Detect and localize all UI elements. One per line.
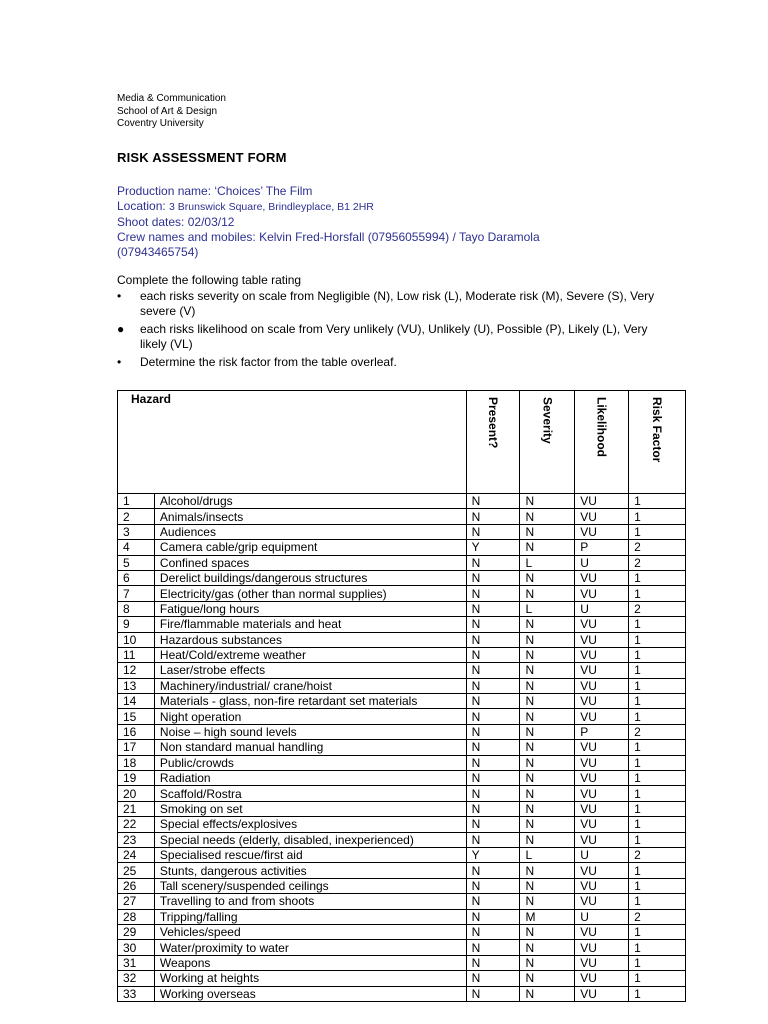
severity-cell: N [520, 986, 575, 1001]
risk-factor-cell: 1 [629, 863, 686, 878]
likelihood-cell: VU [575, 863, 629, 878]
instructions-intro: Complete the following table rating [117, 273, 302, 287]
likelihood-cell: P [575, 540, 629, 555]
present-cell: N [466, 601, 520, 616]
row-number-cell: 27 [118, 894, 155, 909]
risk-factor-cell: 1 [629, 494, 686, 509]
table-row [118, 986, 686, 1001]
risk-factor-column-header [629, 391, 686, 494]
present-cell: N [466, 663, 520, 678]
hazard-cell: Smoking on set [154, 801, 466, 816]
shoot-dates-label: Shoot dates: [117, 215, 188, 229]
table-row [118, 570, 686, 585]
severity-cell: N [520, 894, 575, 909]
row-number-cell: 8 [118, 601, 155, 616]
severity-cell: N [520, 771, 575, 786]
row-number-cell: 20 [118, 786, 155, 801]
likelihood-cell: U [575, 909, 629, 924]
production-name-label: Production name: [117, 184, 215, 198]
severity-cell: N [520, 494, 575, 509]
present-cell: N [466, 832, 520, 847]
likelihood-cell: VU [575, 632, 629, 647]
risk-factor-cell: 2 [629, 601, 686, 616]
present-cell: Y [466, 847, 520, 862]
severity-header-label: Severity [540, 397, 555, 444]
bullet-icon: • [117, 289, 122, 303]
hazard-cell: Electricity/gas (other than normal supplies) [154, 586, 466, 601]
row-number-cell: 33 [118, 986, 155, 1001]
present-cell: N [466, 709, 520, 724]
table-row [118, 801, 686, 816]
present-cell: N [466, 524, 520, 539]
production-details [117, 184, 677, 260]
row-number-cell: 13 [118, 678, 155, 693]
table-row [118, 524, 686, 539]
table-row [118, 555, 686, 570]
hazard-cell: Heat/Cold/extreme weather [154, 647, 466, 662]
row-number-cell: 10 [118, 632, 155, 647]
crew-line-continued [117, 245, 677, 260]
hazard-cell: Scaffold/Rostra [154, 786, 466, 801]
hazard-cell: Tripping/falling [154, 909, 466, 924]
hazard-cell: Camera cable/grip equipment [154, 540, 466, 555]
risk-factor-cell: 1 [629, 755, 686, 770]
row-number-cell: 30 [118, 940, 155, 955]
table-row [118, 771, 686, 786]
hazard-cell: Alcohol/drugs [154, 494, 466, 509]
hazard-column-header: Hazard [118, 391, 467, 494]
hazard-cell: Weapons [154, 955, 466, 970]
present-cell: N [466, 786, 520, 801]
likelihood-cell: P [575, 724, 629, 739]
present-cell: N [466, 924, 520, 939]
severity-cell: N [520, 940, 575, 955]
table-row [118, 863, 686, 878]
department-name: Media & Communication [117, 93, 226, 104]
risk-factor-cell: 2 [629, 909, 686, 924]
likelihood-cell: VU [575, 586, 629, 601]
severity-cell: N [520, 755, 575, 770]
hazard-cell: Non standard manual handling [154, 740, 466, 755]
row-number-cell: 9 [118, 617, 155, 632]
production-name-value: ‘Choices’ The Film [214, 184, 313, 198]
risk-factor-cell: 1 [629, 986, 686, 1001]
crew-line [117, 230, 677, 245]
row-number-cell: 2 [118, 509, 155, 524]
likelihood-cell: VU [575, 524, 629, 539]
row-number-cell: 3 [118, 524, 155, 539]
risk-factor-cell: 2 [629, 555, 686, 570]
instruction-item-severity [117, 289, 657, 319]
risk-factor-cell: 1 [629, 786, 686, 801]
hazard-cell: Stunts, dangerous activities [154, 863, 466, 878]
table-row [118, 586, 686, 601]
likelihood-cell: U [575, 847, 629, 862]
risk-factor-cell: 1 [629, 940, 686, 955]
instruction-text: each risks likelihood on scale from Very unlikely (VU), Unlikely (U), Possible (P), Likely (L), Very likely (VL) [140, 322, 648, 351]
hazard-cell: Laser/strobe effects [154, 663, 466, 678]
present-cell: N [466, 863, 520, 878]
table-row [118, 494, 686, 509]
risk-factor-cell: 2 [629, 540, 686, 555]
hazard-cell: Public/crowds [154, 755, 466, 770]
hazard-cell: Fire/flammable materials and heat [154, 617, 466, 632]
present-cell: N [466, 632, 520, 647]
instruction-list [117, 289, 657, 370]
row-number-cell: 6 [118, 570, 155, 585]
shoot-dates-value: 02/03/12 [187, 215, 235, 229]
risk-factor-cell: 1 [629, 570, 686, 585]
likelihood-cell: VU [575, 694, 629, 709]
hazard-cell: Tall scenery/suspended ceilings [154, 878, 466, 893]
severity-cell: N [520, 509, 575, 524]
severity-cell: N [520, 632, 575, 647]
severity-cell: M [520, 909, 575, 924]
severity-column-header [520, 391, 575, 494]
row-number-cell: 4 [118, 540, 155, 555]
form-title: RISK ASSESSMENT FORM [117, 150, 287, 165]
instruction-item-likelihood [117, 322, 657, 352]
likelihood-cell: VU [575, 570, 629, 585]
table-row [118, 678, 686, 693]
present-cell: Y [466, 540, 520, 555]
risk-factor-cell: 1 [629, 924, 686, 939]
present-cell: N [466, 940, 520, 955]
severity-cell: N [520, 524, 575, 539]
risk-factor-cell: 1 [629, 709, 686, 724]
hazard-cell: Vehicles/speed [154, 924, 466, 939]
likelihood-cell: VU [575, 663, 629, 678]
present-cell: N [466, 694, 520, 709]
risk-factor-cell: 1 [629, 971, 686, 986]
risk-factor-cell: 1 [629, 955, 686, 970]
likelihood-cell: VU [575, 971, 629, 986]
hazard-cell: Travelling to and from shoots [154, 894, 466, 909]
table-row [118, 940, 686, 955]
severity-cell: N [520, 801, 575, 816]
likelihood-cell: VU [575, 617, 629, 632]
hazard-cell: Radiation [154, 771, 466, 786]
risk-assessment-table [117, 390, 686, 1002]
row-number-cell: 11 [118, 647, 155, 662]
hazard-cell: Water/proximity to water [154, 940, 466, 955]
row-number-cell: 23 [118, 832, 155, 847]
likelihood-cell: VU [575, 678, 629, 693]
table-row [118, 971, 686, 986]
row-number-cell: 24 [118, 847, 155, 862]
severity-cell: N [520, 832, 575, 847]
risk-factor-cell: 1 [629, 663, 686, 678]
hazard-cell: Machinery/industrial/ crane/hoist [154, 678, 466, 693]
row-number-cell: 32 [118, 971, 155, 986]
row-number-cell: 22 [118, 817, 155, 832]
hazard-cell: Special effects/explosives [154, 817, 466, 832]
present-cell: N [466, 986, 520, 1001]
hazard-cell: Confined spaces [154, 555, 466, 570]
risk-factor-cell: 1 [629, 801, 686, 816]
table-row [118, 755, 686, 770]
present-cell: N [466, 740, 520, 755]
crew-label: Crew names and mobiles: [117, 230, 260, 244]
risk-factor-cell: 1 [629, 647, 686, 662]
likelihood-cell: VU [575, 755, 629, 770]
shoot-dates-line [117, 215, 677, 230]
severity-cell: N [520, 617, 575, 632]
present-cell: N [466, 771, 520, 786]
row-number-cell: 19 [118, 771, 155, 786]
table-row [118, 909, 686, 924]
likelihood-cell: VU [575, 771, 629, 786]
risk-factor-cell: 2 [629, 724, 686, 739]
risk-table-body [118, 494, 686, 1002]
table-row [118, 955, 686, 970]
present-cell: N [466, 801, 520, 816]
likelihood-cell: VU [575, 647, 629, 662]
likelihood-cell: VU [575, 955, 629, 970]
table-row [118, 647, 686, 662]
table-row [118, 817, 686, 832]
likelihood-cell: VU [575, 832, 629, 847]
likelihood-cell: VU [575, 494, 629, 509]
likelihood-cell: U [575, 555, 629, 570]
row-number-cell: 5 [118, 555, 155, 570]
table-row [118, 894, 686, 909]
hazard-cell: Hazardous substances [154, 632, 466, 647]
present-cell: N [466, 555, 520, 570]
bullet-icon: • [117, 355, 122, 369]
severity-cell: N [520, 724, 575, 739]
severity-cell: N [520, 678, 575, 693]
present-cell: N [466, 955, 520, 970]
table-row [118, 847, 686, 862]
table-row [118, 709, 686, 724]
row-number-cell: 14 [118, 694, 155, 709]
likelihood-cell: VU [575, 709, 629, 724]
instruction-text: Determine the risk factor from the table overleaf. [140, 355, 397, 369]
table-row [118, 786, 686, 801]
hazard-cell: Working at heights [154, 971, 466, 986]
likelihood-cell: VU [575, 940, 629, 955]
row-number-cell: 26 [118, 878, 155, 893]
severity-cell: N [520, 817, 575, 832]
instructions [117, 273, 657, 373]
present-cell: N [466, 570, 520, 585]
table-row [118, 632, 686, 647]
likelihood-cell: U [575, 601, 629, 616]
risk-factor-cell: 1 [629, 524, 686, 539]
risk-factor-cell: 1 [629, 678, 686, 693]
risk-factor-cell: 1 [629, 832, 686, 847]
severity-cell: N [520, 924, 575, 939]
hazard-cell: Specialised rescue/first aid [154, 847, 466, 862]
hazard-cell: Working overseas [154, 986, 466, 1001]
hazard-cell: Audiences [154, 524, 466, 539]
severity-cell: N [520, 694, 575, 709]
university-name: Coventry University [117, 118, 204, 129]
likelihood-cell: VU [575, 740, 629, 755]
table-row [118, 663, 686, 678]
risk-factor-header-label: Risk Factor [650, 397, 665, 463]
table-header-row [118, 391, 686, 494]
risk-factor-cell: 1 [629, 817, 686, 832]
risk-factor-cell: 1 [629, 894, 686, 909]
hazard-cell: Materials - glass, non-fire retardant set materials [154, 694, 466, 709]
severity-cell: N [520, 709, 575, 724]
severity-cell: N [520, 786, 575, 801]
hazard-cell: Special needs (elderly, disabled, inexperienced) [154, 832, 466, 847]
present-cell: N [466, 647, 520, 662]
row-number-cell: 18 [118, 755, 155, 770]
table-row [118, 617, 686, 632]
severity-cell: N [520, 878, 575, 893]
likelihood-cell: VU [575, 801, 629, 816]
hazard-cell: Animals/insects [154, 509, 466, 524]
risk-factor-cell: 1 [629, 694, 686, 709]
severity-cell: N [520, 586, 575, 601]
row-number-cell: 1 [118, 494, 155, 509]
severity-cell: L [520, 601, 575, 616]
row-number-cell: 12 [118, 663, 155, 678]
hazard-cell: Fatigue/long hours [154, 601, 466, 616]
present-cell: N [466, 617, 520, 632]
likelihood-cell: VU [575, 894, 629, 909]
severity-cell: N [520, 863, 575, 878]
row-number-cell: 16 [118, 724, 155, 739]
present-cell: N [466, 909, 520, 924]
row-number-cell: 25 [118, 863, 155, 878]
severity-cell: N [520, 647, 575, 662]
risk-factor-cell: 1 [629, 740, 686, 755]
present-cell: N [466, 494, 520, 509]
present-cell: N [466, 878, 520, 893]
severity-cell: N [520, 971, 575, 986]
likelihood-cell: VU [575, 817, 629, 832]
table-row [118, 540, 686, 555]
likelihood-cell: VU [575, 878, 629, 893]
school-name: School of Art & Design [117, 105, 218, 117]
risk-factor-cell: 1 [629, 878, 686, 893]
bullet-icon: ● [117, 322, 125, 336]
likelihood-header-label: Likelihood [594, 397, 609, 457]
table-row [118, 694, 686, 709]
table-row [118, 832, 686, 847]
row-number-cell: 15 [118, 709, 155, 724]
present-cell: N [466, 586, 520, 601]
location-line [117, 199, 677, 215]
location-label: Location: [117, 199, 170, 213]
table-row [118, 601, 686, 616]
severity-cell: N [520, 663, 575, 678]
severity-cell: L [520, 555, 575, 570]
production-name-line [117, 184, 677, 199]
row-number-cell: 17 [118, 740, 155, 755]
table-row [118, 509, 686, 524]
hazard-cell: Derelict buildings/dangerous structures [154, 570, 466, 585]
present-cell: N [466, 755, 520, 770]
row-number-cell: 31 [118, 955, 155, 970]
likelihood-column-header [575, 391, 629, 494]
risk-factor-cell: 2 [629, 847, 686, 862]
present-cell: N [466, 817, 520, 832]
present-cell: N [466, 971, 520, 986]
crew-value: Kelvin Fred-Horsfall (07956055994) / Tayo Daramola [259, 230, 540, 244]
instruction-text: each risks severity on scale from Negligible (N), Low risk (L), Moderate risk (M), Severe (S), Very severe (V) [140, 289, 655, 318]
row-number-cell: 7 [118, 586, 155, 601]
likelihood-cell: VU [575, 786, 629, 801]
risk-factor-cell: 1 [629, 771, 686, 786]
table-row [118, 878, 686, 893]
present-column-header [466, 391, 520, 494]
present-cell: N [466, 509, 520, 524]
risk-factor-cell: 1 [629, 509, 686, 524]
risk-factor-cell: 1 [629, 586, 686, 601]
table-row [118, 740, 686, 755]
organisation-block [117, 93, 226, 131]
instruction-item-risk-factor [117, 355, 657, 370]
present-cell: N [466, 678, 520, 693]
likelihood-cell: VU [575, 986, 629, 1001]
likelihood-cell: VU [575, 924, 629, 939]
present-header-label: Present? [486, 397, 501, 449]
risk-factor-cell: 1 [629, 617, 686, 632]
present-cell: N [466, 894, 520, 909]
severity-cell: N [520, 570, 575, 585]
hazard-cell: Night operation [154, 709, 466, 724]
severity-cell: N [520, 740, 575, 755]
table-row [118, 724, 686, 739]
risk-factor-cell: 1 [629, 632, 686, 647]
likelihood-cell: VU [575, 509, 629, 524]
location-value: 3 Brunswick Square, Brindleyplace, B1 2HR [169, 201, 374, 213]
severity-cell: N [520, 540, 575, 555]
row-number-cell: 29 [118, 924, 155, 939]
severity-cell: N [520, 955, 575, 970]
row-number-cell: 21 [118, 801, 155, 816]
table-row [118, 924, 686, 939]
hazard-cell: Noise – high sound levels [154, 724, 466, 739]
present-cell: N [466, 724, 520, 739]
row-number-cell: 28 [118, 909, 155, 924]
severity-cell: L [520, 847, 575, 862]
crew-value-continued: (07943465754) [117, 245, 199, 259]
